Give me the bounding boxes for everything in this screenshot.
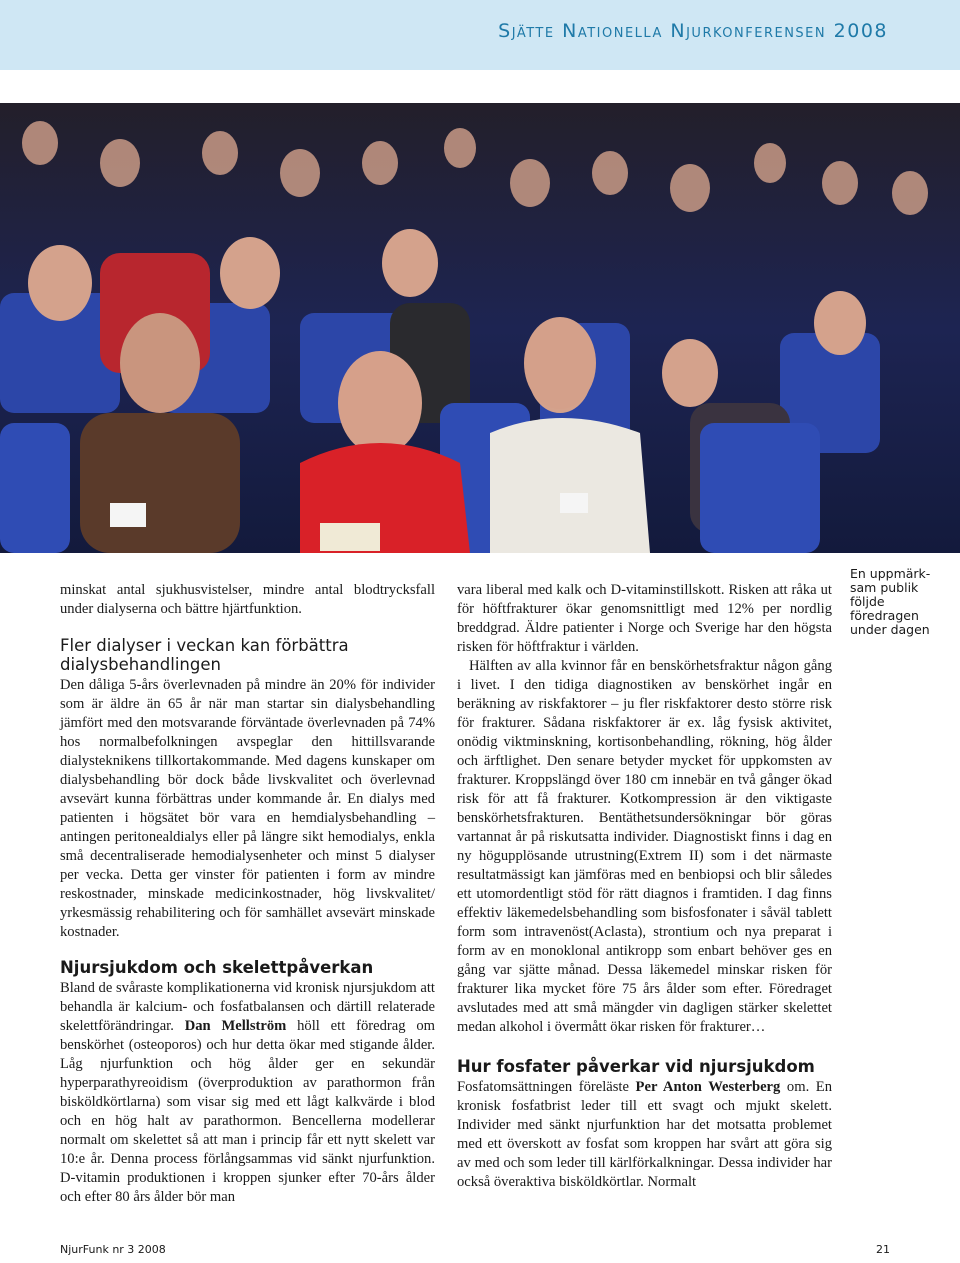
right-column	[457, 581, 832, 1192]
page-number: 21	[876, 1243, 890, 1256]
right-paragraph-3	[457, 1078, 832, 1192]
left-p3-end: höll ett föredrag om benskörhet (osteoporos) och hur detta ökar med stigande ålder. Låg njurfunktion och hög ålder ger en sekundär hyperparathyreoidism (överproduktion av parathormon från bisköldkörtlarna) som visar sig med ett lågt kalkvärde i blod och en hög halt av parathormon. Bencellerna modellerar normalt om skelettet så att man i princip får ett nytt skelett var 10:e år. Denna process förlångsammas vid sänkt njurfunktion. D-vitamin produktionen i kroppen sjunker efter 70-års ålder och efter 80 års ålder bör man	[60, 1018, 435, 1205]
left-paragraph-2: Den dåliga 5-års överlevnaden på mindre än 20% för individer som är äldre än 65 år när man startar sin dialysbehandling jämfört med den motsvarande förväntade överlevnaden på 74% hos normalbefolkningen avspeglar den hittillsvarande dialysteknikens tillkortakommande. Med dagens kunskaper om dialysbehandling bör dock både livskvalitet och överlevnad avsevärt kunna förbättras under kommande år. En dialys med patienten i högsätet bör vara en hemdialysbehandling – antingen peritonealdialys eller på längre sikt hemodialys, enkla små decentraliserade hemodialysenheter och minst 5 dialyser per vecka. Detta ger vinster för patienten i form av mindre reskostnader, minskade medicinkostnader, hög livskvalitet/ yrkesmässig rehabilitering och för samhället avsevärt minskade kostnader.	[60, 677, 435, 940]
photo-caption-text: En uppmärk- sam publik följde föredragen under dagen	[850, 566, 931, 637]
audience-photo	[0, 103, 960, 553]
right-paragraph-1: vara liberal med kalk och D-vitaminstillskott. Risken att råka ut för höftfrakturer ökar genomsnittligt med 12% per nordlig breddgrad. Äldre patienter i Norge och Sverige har den högsta risken för höftfraktur i världen.	[457, 582, 832, 655]
section-heading-skelett: Njursjukdom och skelettpåverkan	[60, 958, 374, 977]
right-p3-end: om. En kronisk fosfatbrist leder till ett svagt och mjukt skelett. Individer med sänkt njurfunktion har det motsatta problemet med ett överskott av fosfat som kroppen har svårt att göra sig av med och som leder till kärlförkalkningar. Dessa individer har också överaktiva bisköldkörtlar. Normalt	[457, 1079, 833, 1190]
audience-photo-illustration	[0, 103, 960, 553]
left-paragraph-3	[60, 979, 435, 1207]
conference-title: Sjätte Nationella Njurkonferensen 2008	[498, 20, 888, 42]
footer-publication: NjurFunk nr 3 2008	[60, 1243, 166, 1256]
section-heading-fosfater: Hur fosfater påverkar vid njursjukdom	[457, 1057, 815, 1076]
left-p3-start: Bland de svåraste komplikationerna vid kronisk njursjukdom att behandla är kalcium- och fosfatbalansen och därtill relaterade skelettförändringar.	[60, 980, 435, 1034]
photo-caption	[850, 567, 954, 637]
right-p3-start: Fosfatomsättningen föreläste	[457, 1079, 636, 1095]
section-heading-dialyser: Fler dialyser i veckan kan förbättra dialysbehandlingen	[60, 636, 349, 674]
right-paragraph-2: Hälften av alla kvinnor får en benskörhetsfraktur någon gång i livet. I den tidiga diagnostiken av benskörhet ingår en beräkning av riskfaktorer – ju fler riskfaktorer desto större risk för frakturer. Sådana riskfaktorer är ex. låg fysisk aktivitet, onödig viktminskning, kortisonbehandling, rökning, hög ålder och ärftlighet. Den senare betyder mycket för uppkomsten av frakturer. Kroppslängd över 180 cm innebär en två gånger ökad risk för att få frakturer. Kotkompression är den viktigaste benskörhetsfrakturen. Bentäthetsundersökningar bör göras vartannat år på riskutsatta individer. Diagnostiskt finns i dag en ny högupplösande utrustning(Extrem II) som i det närmaste resultatmässigt kan jämföras med en benbiopsi och blir således ett utomordentligt stöd för rätt diagnos i framtiden. I dag finns effektiv läkemedelsbehandling som bisfosfonater i såväl tablett form som intravenöst(Aclasta), strontium och nya preparat i form av en monoklonal antikropp som enbart behöver ges en gång var sjätte månad. Dessa läkemedel minskar risken för frakturer lika mycket före 75 års ålder som efter. Föredraget avslutades med att små mängder vin dagligen stärker skelettet medan alkohol i övermått ökar risken för frakturer…	[457, 658, 832, 1035]
header-band	[0, 0, 960, 70]
left-paragraph-1: minskat antal sjukhusvistelser, mindre antal blodtrycksfall under dialyserna och bättre hjärtfunktion.	[60, 582, 435, 617]
speaker-name-westerberg: Per Anton Westerberg	[635, 1079, 781, 1095]
left-column	[60, 581, 435, 1207]
speaker-name-mellstrom: Dan Mellström	[184, 1018, 287, 1034]
